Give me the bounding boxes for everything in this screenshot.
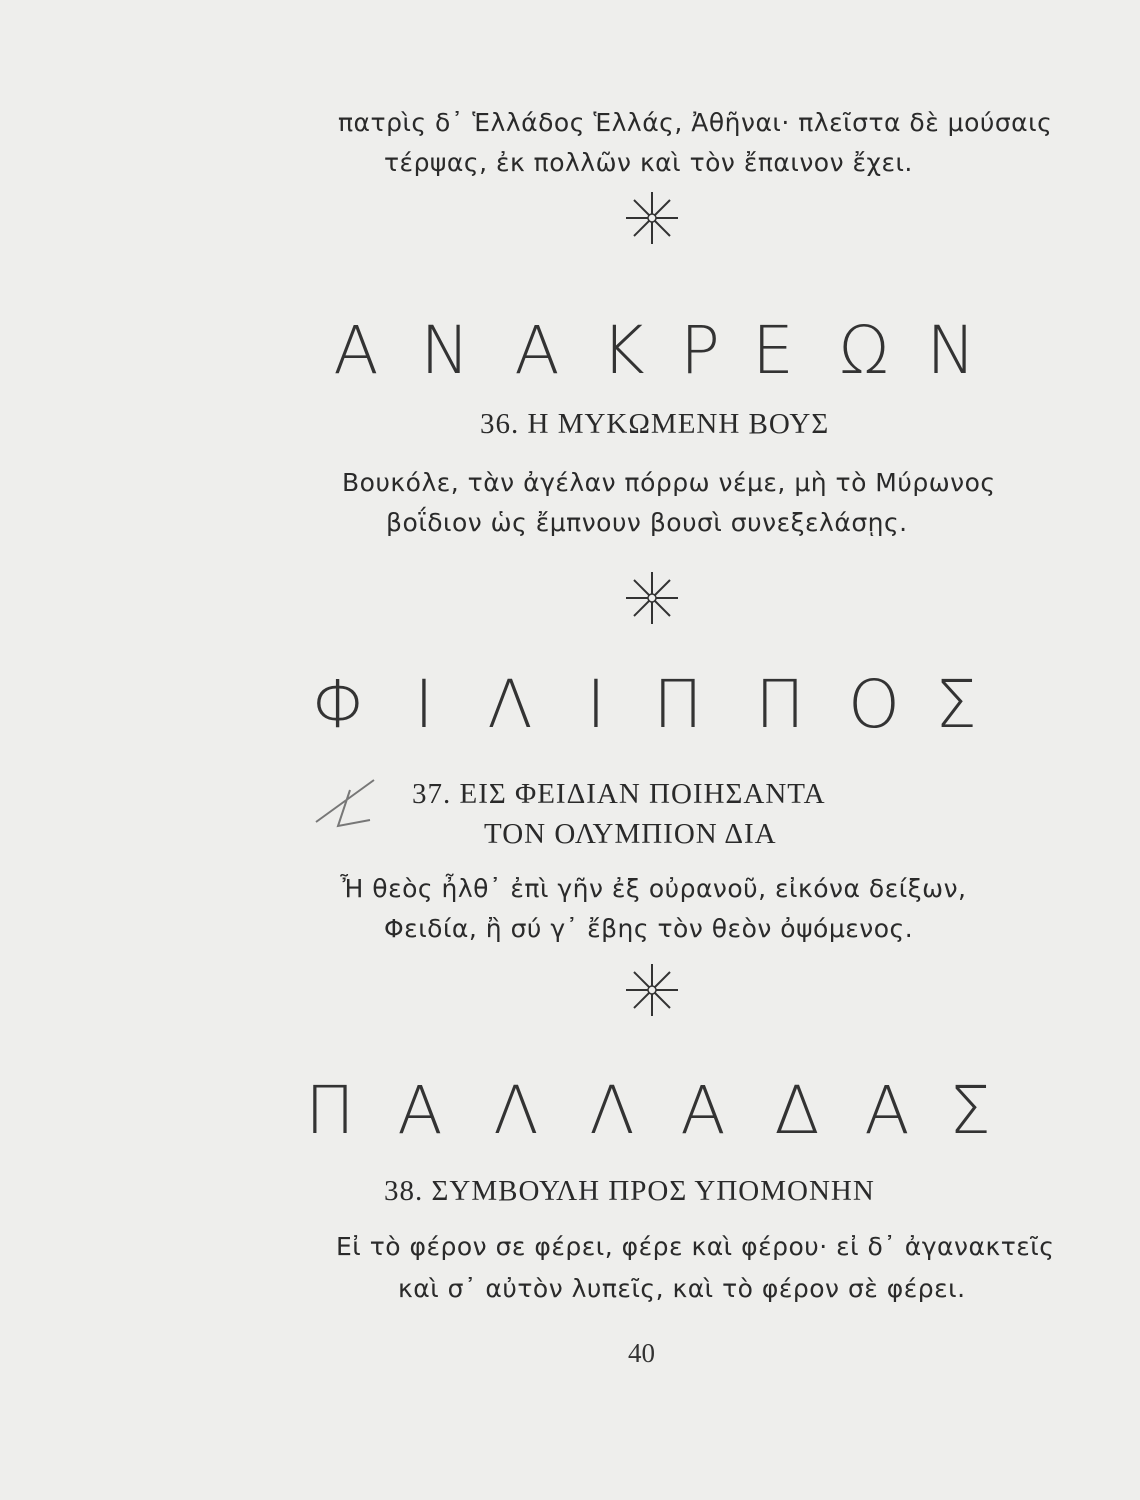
author-letter: Α	[514, 312, 560, 389]
poem-heading: 36. Η ΜΥΚΩΜΕΝΗ ΒΟΥΣ	[480, 408, 830, 440]
verse-line: Εἰ τὸ φέρον σε φέρει, φέρε καὶ φέρου· εἰ δ᾽ ἀγανακτεῖς	[336, 1232, 1055, 1261]
author-letter: Π	[653, 666, 703, 743]
author-letter: Δ	[774, 1072, 820, 1149]
author-letter: Φ	[311, 666, 369, 743]
author-letter: Α	[333, 312, 379, 389]
verse-line: Φειδία, ἢ σύ γ᾽ ἔβης τὸν θεὸν ὀψόμενος.	[384, 914, 914, 943]
author-letter: Ν	[420, 312, 470, 389]
author-letter: Α	[680, 1072, 726, 1149]
verse-line: πατρὶς δ᾽ Ἑλλάδος Ἑλλάς, Ἀθῆναι· πλεῖστα δὲ μούσαις	[338, 108, 1053, 137]
author-letter: Ω	[838, 312, 890, 389]
poem-heading: 37. ΕΙΣ ΦΕΙΔΙΑΝ ΠΟΙΗΣΑΝΤΑ	[412, 778, 826, 810]
author-letter: Ν	[926, 312, 976, 389]
author-letter: Λ	[487, 666, 533, 743]
verse-line: Ἦ θεὸς ἦλθ᾽ ἐπὶ γῆν ἐξ οὐρανοῦ, εἰκόνα δείξων,	[340, 874, 967, 903]
page-number: 40	[628, 1338, 655, 1368]
verse-line: βοΐδιον ὡς ἔμπνουν βουσὶ συνεξελάσῃς.	[386, 508, 908, 537]
verse-line: τέρψας, ἐκ πολλῶν καὶ τὸν ἔπαινον ἔχει.	[384, 148, 913, 177]
author-letter: Π	[305, 1072, 355, 1149]
author-letter: Α	[864, 1072, 910, 1149]
author-letter: Σ	[935, 666, 977, 743]
verse-line: Βουκόλε, τὰν ἀγέλαν πόρρω νέμε, μὴ τὸ Μύρωνος	[342, 468, 996, 497]
author-letter: Σ	[949, 1072, 991, 1149]
author-letter: Ι	[586, 666, 606, 743]
verse-line: καὶ σ᾽ αὐτὸν λυπεῖς, καὶ τὸ φέρον σὲ φέρει.	[398, 1274, 966, 1303]
poem-heading: 38. ΣΥΜΒΟΥΛΗ ΠΡΟΣ ΥΠΟΜΟΝΗΝ	[384, 1175, 875, 1207]
author-letter: Α	[397, 1072, 443, 1149]
pencil-mark-icon	[312, 772, 392, 832]
poem-heading: ΤΟΝ ΟΛΥΜΠΙΟΝ ΔΙΑ	[484, 818, 777, 850]
author-letter: Κ	[601, 312, 645, 389]
author-letter: Ο	[848, 666, 900, 743]
author-letter: Π	[755, 666, 805, 743]
author-letter: Λ	[589, 1072, 635, 1149]
star-ornament-icon	[622, 188, 682, 248]
author-letter: Ε	[752, 312, 794, 389]
star-ornament-icon	[622, 960, 682, 1020]
author-letter: Ι	[414, 666, 434, 743]
star-ornament-icon	[622, 568, 682, 628]
author-letter: Λ	[493, 1072, 539, 1149]
author-letter: Ρ	[680, 312, 720, 389]
